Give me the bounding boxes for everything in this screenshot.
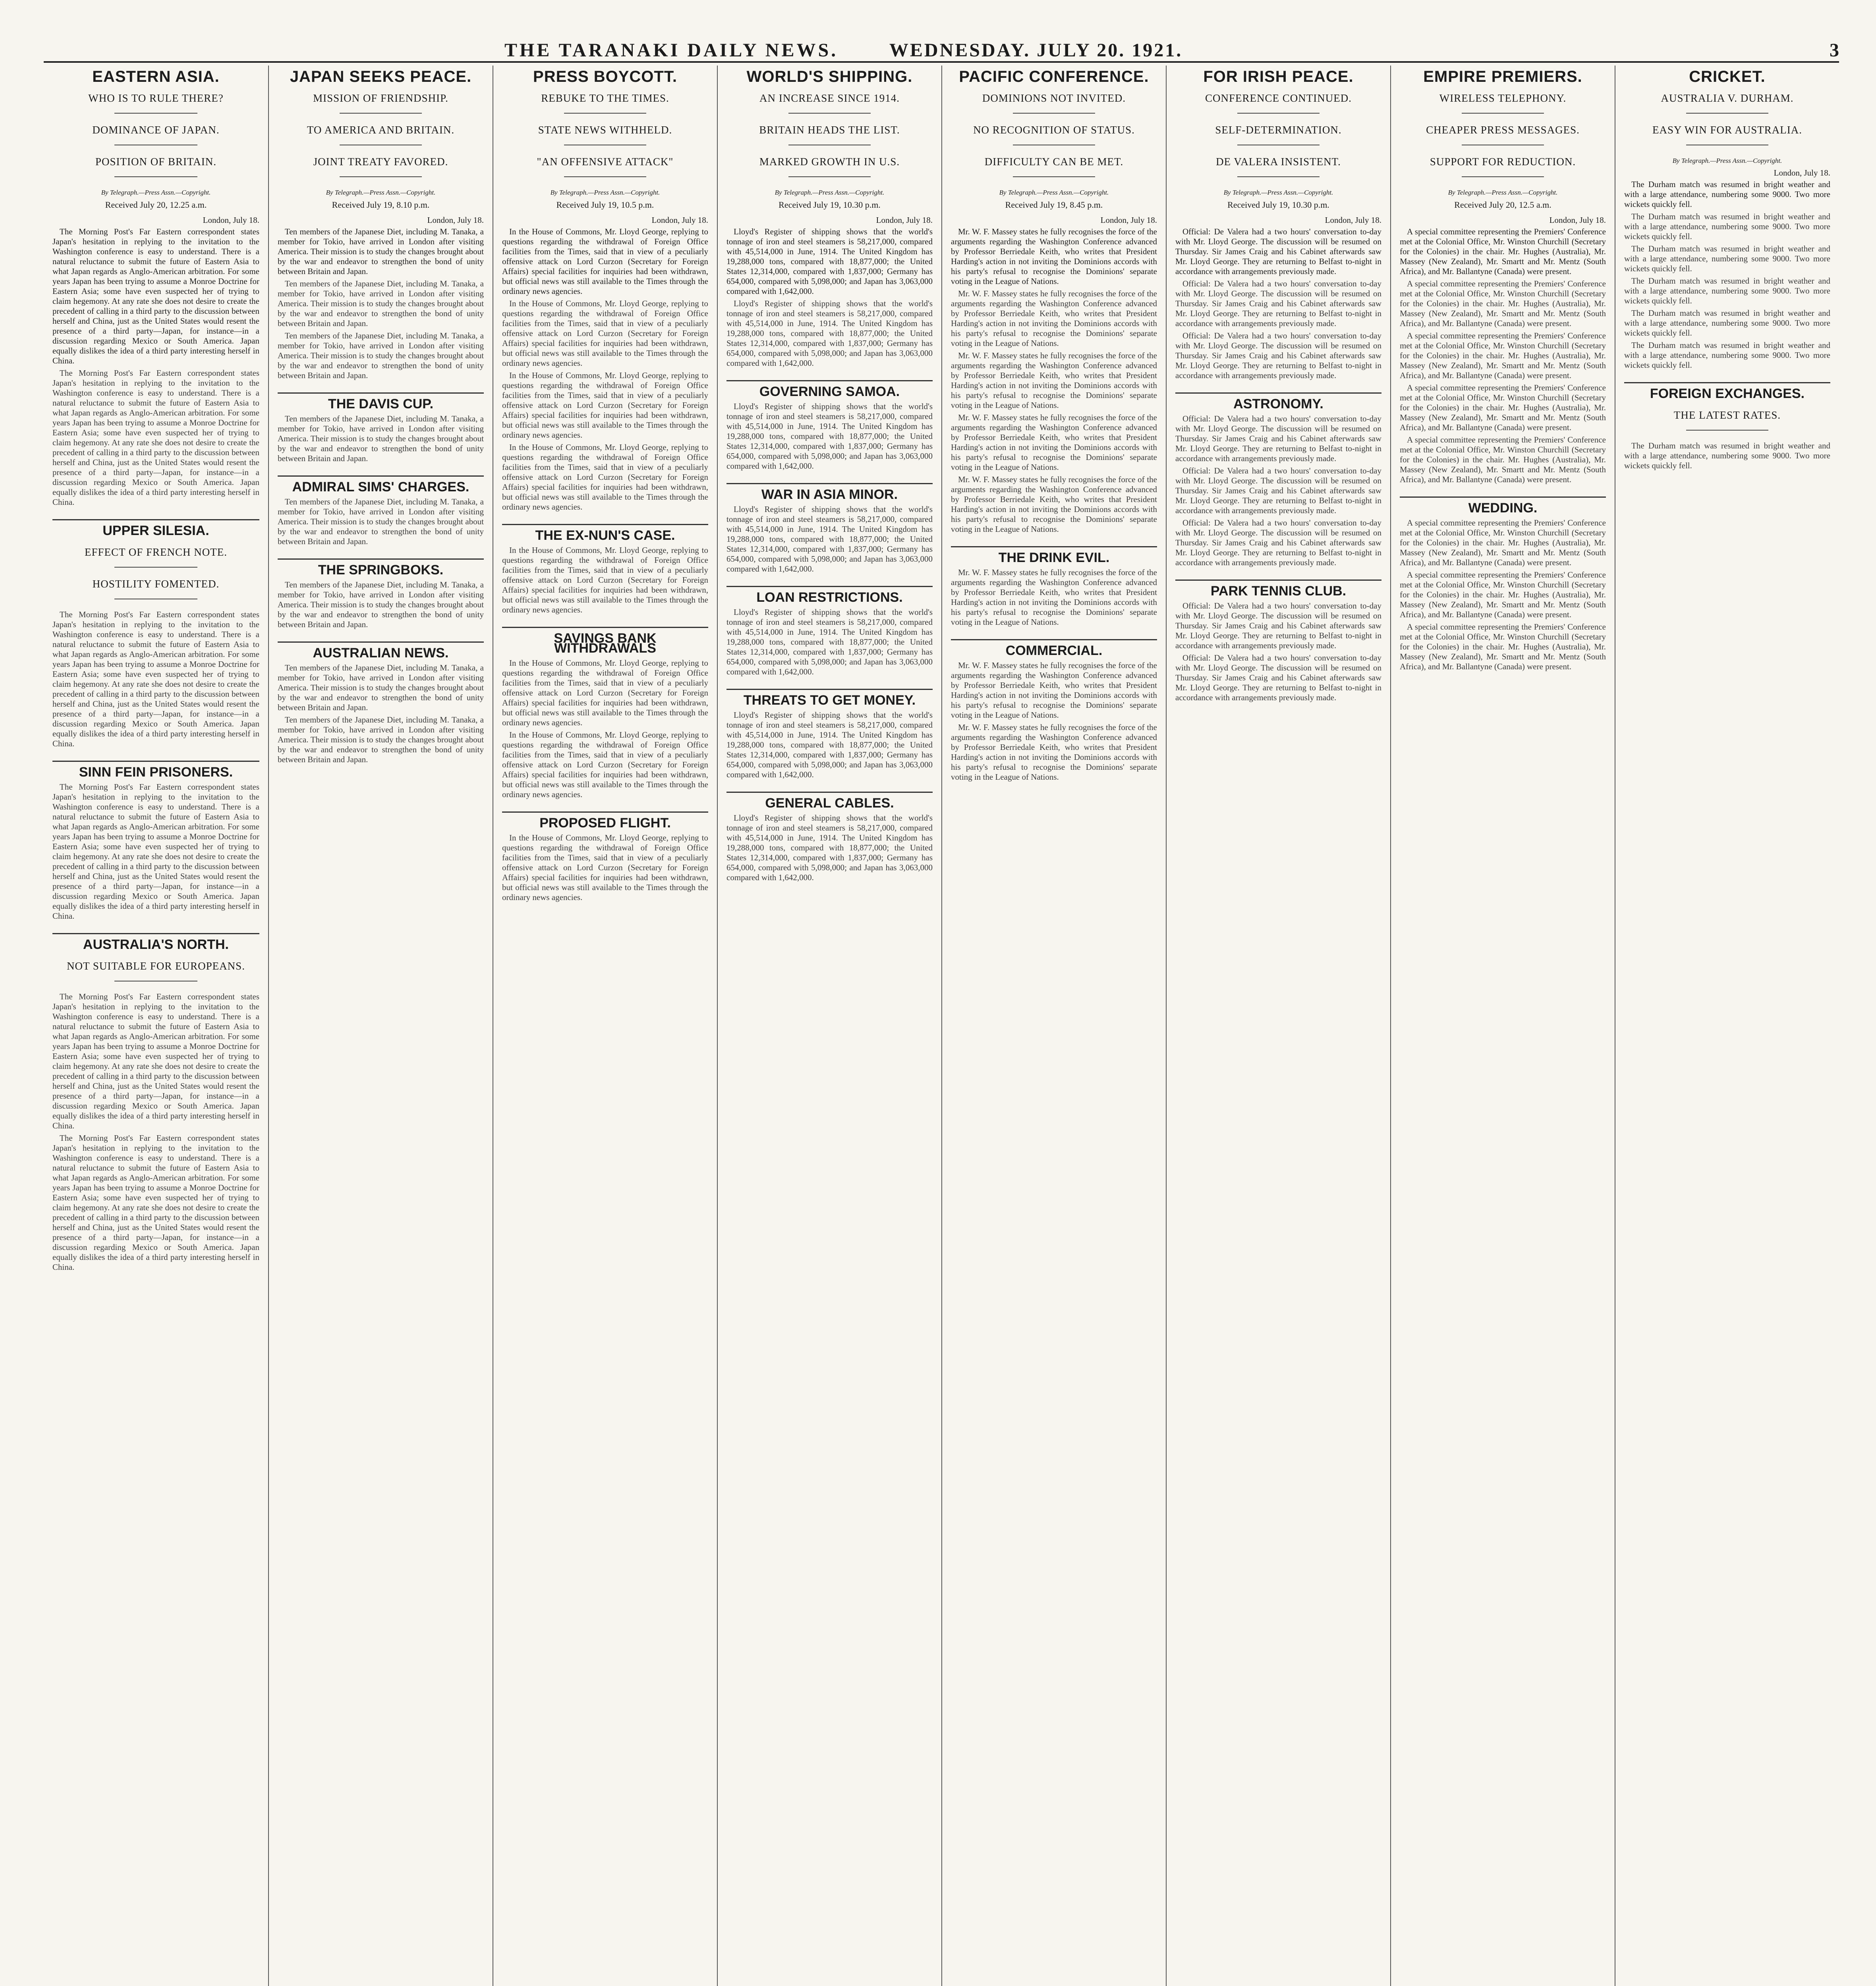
article-body: A special committee representing the Premiers' Conference met at the Colonial Office, Mr. Winston Churchill (Secretary for the Colonies) in the chair. Mr. Hughes (Australia), Mr. Massey (New Zealand), Mr. Smartt and Mr. Mentz (South Africa), and Mr. Ballantyne (Canada) were present. (1400, 518, 1606, 567)
article-body: Mr. W. F. Massey states he fully recognises the force of the arguments regarding the Washington Conference advanced by Professor Berriedale Keith, who writes that President Harding's action in not inviting the Dominions accords with his party's refusal to recognise the Dominions' separate voting in the League of Nations. (951, 289, 1157, 348)
headline: LOAN RESTRICTIONS. (726, 586, 933, 603)
headline: GOVERNING SAMOA. (726, 380, 933, 397)
headline: THE DAVIS CUP. (278, 392, 484, 409)
press-credit: By Telegraph.—Press Assn.—Copyright. (1448, 189, 1558, 196)
subheading: AUSTRALIA V. DURHAM. (1624, 92, 1830, 114)
subheading: BRITAIN HEADS THE LIST. (726, 124, 933, 145)
column-press-boycott (493, 66, 717, 1986)
column-empire-premiers (1390, 66, 1615, 1986)
article-body: A special committee representing the Premiers' Conference met at the Colonial Office, Mr. Winston Churchill (Secretary for the Colonies) in the chair. Mr. Hughes (Australia), Mr. Massey (New Zealand), Mr. Smartt and Mr. Mentz (South Africa), and Mr. Ballantyne (Canada) were present. (1400, 622, 1606, 671)
article-body: Ten members of the Japanese Diet, including M. Tanaka, a member for Tokio, have arrived in London after visiting America. Their mission is to study the changes brought about by the war and endeavor to strengthen the bond of unity between Britain and Japan. (278, 331, 484, 380)
subheading: CHEAPER PRESS MESSAGES. (1400, 124, 1606, 145)
subheading: DIFFICULTY CAN BE MET. (951, 156, 1157, 177)
article-body: Mr. W. F. Massey states he fully recognises the force of the arguments regarding the Washington Conference advanced by Professor Berriedale Keith, who writes that President Harding's action in not inviting the Dominions accords with his party's refusal to recognise the Dominions' separate voting in the League of Nations. (951, 227, 1157, 286)
article-body: The Durham match was resumed in bright weather and with a large attendance, numbering some 9000. Two more wickets quickly fell. (1624, 276, 1830, 305)
article-body: Official: De Valera had a two hours' conversation to-day with Mr. Lloyd George. The discussion will be resumed on Thursday. Sir James Craig and his Cabinet afterwards saw Mr. Lloyd George. They are returning to Belfast to-night in accordance with arrangements previously made. (1175, 331, 1381, 380)
subheading: EFFECT OF FRENCH NOTE. (52, 546, 259, 568)
headline: EASTERN ASIA. (92, 68, 220, 85)
article-body: Ten members of the Japanese Diet, including M. Tanaka, a member for Tokio, have arrived in London after visiting America. Their mission is to study the changes brought about by the war and endeavor to strengthen the bond of unity between Britain and Japan. (278, 414, 484, 463)
article-body: Lloyd's Register of shipping shows that the world's tonnage of iron and steel steamers is 58,217,000, compared with 45,514,000 in June, 1914. The United Kingdom has 19,288,000 tons, compared with 18,877,000; the United States 12,314,000, compared with 1,837,000; Germany has 654,000, compared with 5,098,000; and Japan has 3,063,000 compared with 1,642,000. (726, 402, 933, 471)
page-columns (44, 66, 1839, 1986)
article-body: In the House of Commons, Mr. Lloyd George, replying to questions regarding the withdrawal of Foreign Office facilities from the Times, said that in view of a peculiarly offensive attack on Lord Curzon (Secretary for Foreign Affairs) special facilities for inquiries had been withdrawn, but official news was still available to the Times through the ordinary news agencies. (502, 442, 708, 512)
article-body: Ten members of the Japanese Diet, including M. Tanaka, a member for Tokio, have arrived in London after visiting America. Their mission is to study the changes brought about by the war and endeavor to strengthen the bond of unity between Britain and Japan. (278, 279, 484, 328)
received-line: Received July 19, 8.45 p.m. (1005, 200, 1103, 210)
article-body: Official: De Valera had a two hours' conversation to-day with Mr. Lloyd George. The discussion will be resumed on Thursday. Sir James Craig and his Cabinet afterwards saw Mr. Lloyd George. They are returning to Belfast to-night in accordance with arrangements previously made. (1175, 653, 1381, 702)
headline: FOREIGN EXCHANGES. (1624, 382, 1830, 399)
article-body: The Durham match was resumed in bright weather and with a large attendance, numbering some 9000. Two more wickets quickly fell. (1624, 180, 1830, 209)
article-body: In the House of Commons, Mr. Lloyd George, replying to questions regarding the withdrawal of Foreign Office facilities from the Times, said that in view of a peculiarly offensive attack on Lord Curzon (Secretary for Foreign Affairs) special facilities for inquiries had been withdrawn, but official news was still available to the Times through the ordinary news agencies. (502, 227, 708, 296)
received-line: Received July 19, 10.30 p.m. (779, 200, 881, 210)
column-worlds-shipping (717, 66, 941, 1986)
article-body: Lloyd's Register of shipping shows that the world's tonnage of iron and steel steamers is 58,217,000, compared with 45,514,000 in June, 1914. The United Kingdom has 19,288,000 tons, compared with 18,877,000; the United States 12,314,000, compared with 1,837,000; Germany has 654,000, compared with 5,098,000; and Japan has 3,063,000 compared with 1,642,000. (726, 607, 933, 676)
column-japan-seeks-peace (268, 66, 493, 1986)
column-eastern-asia (44, 66, 268, 1986)
subheading: THE LATEST RATES. (1624, 409, 1830, 431)
headline: SINN FEIN PRISONERS. (52, 761, 259, 777)
article-body: A special committee representing the Premiers' Conference met at the Colonial Office, Mr. Winston Churchill (Secretary for the Colonies) in the chair. Mr. Hughes (Australia), Mr. Massey (New Zealand), Mr. Smartt and Mr. Mentz (South Africa), and Mr. Ballantyne (Canada) were present. (1400, 227, 1606, 276)
article-body: Lloyd's Register of shipping shows that the world's tonnage of iron and steel steamers is 58,217,000, compared with 45,514,000 in June, 1914. The United Kingdom has 19,288,000 tons, compared with 18,877,000; the United States 12,314,000, compared with 1,837,000; Germany has 654,000, compared with 5,098,000; and Japan has 3,063,000 compared with 1,642,000. (726, 227, 933, 296)
article-body: In the House of Commons, Mr. Lloyd George, replying to questions regarding the withdrawal of Foreign Office facilities from the Times, said that in view of a peculiarly offensive attack on Lord Curzon (Secretary for Foreign Affairs) special facilities for inquiries had been withdrawn, but official news was still available to the Times through the ordinary news agencies. (502, 371, 708, 440)
press-credit: By Telegraph.—Press Assn.—Copyright. (326, 189, 436, 196)
column-irish-peace (1166, 66, 1390, 1986)
subheading: EASY WIN FOR AUSTRALIA. (1624, 124, 1830, 145)
article-body: Lloyd's Register of shipping shows that the world's tonnage of iron and steel steamers is 58,217,000, compared with 45,514,000 in June, 1914. The United Kingdom has 19,288,000 tons, compared with 18,877,000; the United States 12,314,000, compared with 1,837,000; Germany has 654,000, compared with 5,098,000; and Japan has 3,063,000 compared with 1,642,000. (726, 813, 933, 882)
headline: THE SPRINGBOKS. (278, 558, 484, 575)
subheading: MISSION OF FRIENDSHIP. (278, 92, 484, 114)
received-line: Received July 19, 10.30 p.m. (1227, 200, 1329, 210)
masthead (44, 38, 1839, 63)
received-line: Received July 20, 12.25 a.m. (105, 200, 207, 210)
headline: ADMIRAL SIMS' CHARGES. (278, 475, 484, 492)
article-body: The Durham match was resumed in bright weather and with a large attendance, numbering some 9000. Two more wickets quickly fell. (1624, 340, 1830, 370)
article-body: Mr. W. F. Massey states he fully recognises the force of the arguments regarding the Washington Conference advanced by Professor Berriedale Keith, who writes that President Harding's action in not inviting the Dominions accords with his party's refusal to recognise the Dominions' separate voting in the League of Nations. (951, 568, 1157, 627)
article-body: A special committee representing the Premiers' Conference met at the Colonial Office, Mr. Winston Churchill (Secretary for the Colonies) in the chair. Mr. Hughes (Australia), Mr. Massey (New Zealand), Mr. Smartt and Mr. Mentz (South Africa), and Mr. Ballantyne (Canada) were present. (1400, 570, 1606, 619)
headline: FOR IRISH PEACE. (1203, 68, 1354, 85)
dateline: London, July 18. (651, 215, 708, 225)
article-body: In the House of Commons, Mr. Lloyd George, replying to questions regarding the withdrawal of Foreign Office facilities from the Times, said that in view of a peculiarly offensive attack on Lord Curzon (Secretary for Foreign Affairs) special facilities for inquiries had been withdrawn, but official news was still available to the Times through the ordinary news agencies. (502, 299, 708, 368)
press-credit: By Telegraph.—Press Assn.—Copyright. (550, 189, 660, 196)
article-body: The Morning Post's Far Eastern correspondent states Japan's hesitation in replying to the invitation to the Washington conference is easy to understand. There is a natural reluctance to submit the future of Eastern Asia to what Japan regards as Anglo-American arbitration. For some years Japan has been trying to assume a Monroe Doctrine for Eastern Asia; some have even suspected her of trying to claim hegemony. At any rate she does not desire to create the precedent of calling in a third party to the discussion between herself and China, just as the United States would resent the presence of a third party—Japan, for instance—in a discussion regarding Mexico or South America. Japan equally dislikes the idea of a third party interesting herself in China. (52, 368, 259, 507)
headline: GENERAL CABLES. (726, 792, 933, 808)
article-body: Lloyd's Register of shipping shows that the world's tonnage of iron and steel steamers is 58,217,000, compared with 45,514,000 in June, 1914. The United Kingdom has 19,288,000 tons, compared with 18,877,000; the United States 12,314,000, compared with 1,837,000; Germany has 654,000, compared with 5,098,000; and Japan has 3,063,000 compared with 1,642,000. (726, 710, 933, 779)
dateline: London, July 18. (876, 215, 933, 225)
article-body: The Morning Post's Far Eastern correspondent states Japan's hesitation in replying to the invitation to the Washington conference is easy to understand. There is a natural reluctance to submit the future of Eastern Asia to what Japan regards as Anglo-American arbitration. For some years Japan has been trying to assume a Monroe Doctrine for Eastern Asia; some have even suspected her of trying to claim hegemony. At any rate she does not desire to create the precedent of calling in a third party to the discussion between herself and China, just as the United States would resent the presence of a third party—Japan, for instance—in a discussion regarding Mexico or South America. Japan equally dislikes the idea of a third party interesting herself in China. (52, 227, 259, 365)
dateline: London, July 18. (1100, 215, 1157, 225)
press-credit: By Telegraph.—Press Assn.—Copyright. (1672, 157, 1782, 164)
article-body: A special committee representing the Premiers' Conference met at the Colonial Office, Mr. Winston Churchill (Secretary for the Colonies) in the chair. Mr. Hughes (Australia), Mr. Massey (New Zealand), Mr. Smartt and Mr. Mentz (South Africa), and Mr. Ballantyne (Canada) were present. (1400, 435, 1606, 484)
received-line: Received July 19, 8.10 p.m. (332, 200, 430, 210)
subheading: JOINT TREATY FAVORED. (278, 156, 484, 177)
subheading: WIRELESS TELEPHONY. (1400, 92, 1606, 114)
article-body: Official: De Valera had a two hours' conversation to-day with Mr. Lloyd George. The discussion will be resumed on Thursday. Sir James Craig and his Cabinet afterwards saw Mr. Lloyd George. They are returning to Belfast to-night in accordance with arrangements previously made. (1175, 414, 1381, 463)
subheading: MARKED GROWTH IN U.S. (726, 156, 933, 177)
headline: EMPIRE PREMIERS. (1423, 68, 1582, 85)
subheading: DE VALERA INSISTENT. (1175, 156, 1381, 177)
article-body: A special committee representing the Premiers' Conference met at the Colonial Office, Mr. Winston Churchill (Secretary for the Colonies) in the chair. Mr. Hughes (Australia), Mr. Massey (New Zealand), Mr. Smartt and Mr. Mentz (South Africa), and Mr. Ballantyne (Canada) were present. (1400, 331, 1606, 380)
press-credit: By Telegraph.—Press Assn.—Copyright. (101, 189, 211, 196)
article-body: The Durham match was resumed in bright weather and with a large attendance, numbering some 9000. Two more wickets quickly fell. (1624, 212, 1830, 241)
subheading: "AN OFFENSIVE ATTACK" (502, 156, 708, 177)
subheading: DOMINIONS NOT INVITED. (951, 92, 1157, 114)
dateline: London, July 18. (203, 215, 259, 225)
column-pacific-conference (941, 66, 1166, 1986)
press-credit: By Telegraph.—Press Assn.—Copyright. (999, 189, 1109, 196)
subheading: SUPPORT FOR REDUCTION. (1400, 156, 1606, 177)
article-body: Official: De Valera had a two hours' conversation to-day with Mr. Lloyd George. The discussion will be resumed on Thursday. Sir James Craig and his Cabinet afterwards saw Mr. Lloyd George. They are returning to Belfast to-night in accordance with arrangements previously made. (1175, 518, 1381, 567)
subheading: CONFERENCE CONTINUED. (1175, 92, 1381, 114)
article-body: In the House of Commons, Mr. Lloyd George, replying to questions regarding the withdrawal of Foreign Office facilities from the Times, said that in view of a peculiarly offensive attack on Lord Curzon (Secretary for Foreign Affairs) special facilities for inquiries had been withdrawn, but official news was still available to the Times through the ordinary news agencies. (502, 658, 708, 727)
article-body: Ten members of the Japanese Diet, including M. Tanaka, a member for Tokio, have arrived in London after visiting America. Their mission is to study the changes brought about by the war and endeavor to strengthen the bond of unity between Britain and Japan. (278, 715, 484, 764)
article-body: Mr. W. F. Massey states he fully recognises the force of the arguments regarding the Washington Conference advanced by Professor Berriedale Keith, who writes that President Harding's action in not inviting the Dominions accords with his party's refusal to recognise the Dominions' separate voting in the League of Nations. (951, 351, 1157, 410)
dateline: London, July 18. (427, 215, 484, 225)
article-body: Official: De Valera had a two hours' conversation to-day with Mr. Lloyd George. The discussion will be resumed on Thursday. Sir James Craig and his Cabinet afterwards saw Mr. Lloyd George. They are returning to Belfast to-night in accordance with arrangements previously made. (1175, 227, 1381, 276)
dateline: London, July 18. (1325, 215, 1381, 225)
headline: COMMERCIAL. (951, 639, 1157, 656)
article-body: Official: De Valera had a two hours' conversation to-day with Mr. Lloyd George. The discussion will be resumed on Thursday. Sir James Craig and his Cabinet afterwards saw Mr. Lloyd George. They are returning to Belfast to-night in accordance with arrangements previously made. (1175, 601, 1381, 650)
article-body: In the House of Commons, Mr. Lloyd George, replying to questions regarding the withdrawal of Foreign Office facilities from the Times, said that in view of a peculiarly offensive attack on Lord Curzon (Secretary for Foreign Affairs) special facilities for inquiries had been withdrawn, but official news was still available to the Times through the ordinary news agencies. (502, 730, 708, 799)
headline: CRICKET. (1689, 68, 1766, 85)
headline: PROPOSED FLIGHT. (502, 811, 708, 828)
headline: WEDDING. (1400, 496, 1606, 513)
headline: SAVINGS BANK WITHDRAWALS (502, 627, 708, 653)
article-body: Mr. W. F. Massey states he fully recognises the force of the arguments regarding the Washington Conference advanced by Professor Berriedale Keith, who writes that President Harding's action in not inviting the Dominions accords with his party's refusal to recognise the Dominions' separate voting in the League of Nations. (951, 661, 1157, 720)
subheading: WHO IS TO RULE THERE? (52, 92, 259, 114)
article-body: The Durham match was resumed in bright weather and with a large attendance, numbering some 9000. Two more wickets quickly fell. (1624, 308, 1830, 338)
article-body: Ten members of the Japanese Diet, including M. Tanaka, a member for Tokio, have arrived in London after visiting America. Their mission is to study the changes brought about by the war and endeavor to strengthen the bond of unity between Britain and Japan. (278, 663, 484, 712)
headline: WORLD'S SHIPPING. (746, 68, 913, 85)
headline: THE EX-NUN'S CASE. (502, 524, 708, 541)
subheading: STATE NEWS WITHHELD. (502, 124, 708, 145)
newspaper-title: THE TARANAKI DAILY NEWS. (504, 40, 839, 61)
subheading: SELF-DETERMINATION. (1175, 124, 1381, 145)
article-body: Lloyd's Register of shipping shows that the world's tonnage of iron and steel steamers is 58,217,000, compared with 45,514,000 in June, 1914. The United Kingdom has 19,288,000 tons, compared with 18,877,000; the United States 12,314,000, compared with 1,837,000; Germany has 654,000, compared with 5,098,000; and Japan has 3,063,000 compared with 1,642,000. (726, 299, 933, 368)
article-body: Ten members of the Japanese Diet, including M. Tanaka, a member for Tokio, have arrived in London after visiting America. Their mission is to study the changes brought about by the war and endeavor to strengthen the bond of unity between Britain and Japan. (278, 497, 484, 546)
headline: UPPER SILESIA. (52, 519, 259, 536)
dateline: London, July 18. (1549, 215, 1606, 225)
article-body: Mr. W. F. Massey states he fully recognises the force of the arguments regarding the Washington Conference advanced by Professor Berriedale Keith, who writes that President Harding's action in not inviting the Dominions accords with his party's refusal to recognise the Dominions' separate voting in the League of Nations. (951, 413, 1157, 472)
headline: AUSTRALIAN NEWS. (278, 641, 484, 658)
headline: THE DRINK EVIL. (951, 546, 1157, 563)
subheading: NO RECOGNITION OF STATUS. (951, 124, 1157, 145)
received-line: Received July 20, 12.5 a.m. (1454, 200, 1551, 210)
subheading: REBUKE TO THE TIMES. (502, 92, 708, 114)
article-body: In the House of Commons, Mr. Lloyd George, replying to questions regarding the withdrawal of Foreign Office facilities from the Times, said that in view of a peculiarly offensive attack on Lord Curzon (Secretary for Foreign Affairs) special facilities for inquiries had been withdrawn, but official news was still available to the Times through the ordinary news agencies. (502, 833, 708, 902)
press-credit: By Telegraph.—Press Assn.—Copyright. (1223, 189, 1333, 196)
headline: THREATS TO GET MONEY. (726, 689, 933, 705)
article-body: The Morning Post's Far Eastern correspondent states Japan's hesitation in replying to the invitation to the Washington conference is easy to understand. There is a natural reluctance to submit the future of Eastern Asia to what Japan regards as Anglo-American arbitration. For some years Japan has been trying to assume a Monroe Doctrine for Eastern Asia; some have even suspected her of trying to claim hegemony. At any rate she does not desire to create the precedent of calling in a third party to the discussion between herself and China, just as the United States would resent the presence of a third party—Japan, for instance—in a discussion regarding Mexico or South America. Japan equally dislikes the idea of a third party interesting herself in China. (52, 1133, 259, 1272)
article-body: Mr. W. F. Massey states he fully recognises the force of the arguments regarding the Washington Conference advanced by Professor Berriedale Keith, who writes that President Harding's action in not inviting the Dominions accords with his party's refusal to recognise the Dominions' separate voting in the League of Nations. (951, 475, 1157, 534)
article-body: The Durham match was resumed in bright weather and with a large attendance, numbering some 9000. Two more wickets quickly fell. (1624, 441, 1830, 470)
article-body: Mr. W. F. Massey states he fully recognises the force of the arguments regarding the Washington Conference advanced by Professor Berriedale Keith, who writes that President Harding's action in not inviting the Dominions accords with his party's refusal to recognise the Dominions' separate voting in the League of Nations. (951, 723, 1157, 782)
column-cricket (1615, 66, 1839, 1986)
headline: ASTRONOMY. (1175, 392, 1381, 409)
masthead-date: WEDNESDAY. JULY 20. 1921. (889, 40, 1183, 61)
headline: JAPAN SEEKS PEACE. (290, 68, 472, 85)
article-body: Ten members of the Japanese Diet, including M. Tanaka, a member for Tokio, have arrived in London after visiting America. Their mission is to study the changes brought about by the war and endeavor to strengthen the bond of unity between Britain and Japan. (278, 227, 484, 276)
article-body: Official: De Valera had a two hours' conversation to-day with Mr. Lloyd George. The discussion will be resumed on Thursday. Sir James Craig and his Cabinet afterwards saw Mr. Lloyd George. They are returning to Belfast to-night in accordance with arrangements previously made. (1175, 466, 1381, 515)
article-body: Official: De Valera had a two hours' conversation to-day with Mr. Lloyd George. The discussion will be resumed on Thursday. Sir James Craig and his Cabinet afterwards saw Mr. Lloyd George. They are returning to Belfast to-night in accordance with arrangements previously made. (1175, 279, 1381, 328)
subheading: HOSTILITY FOMENTED. (52, 578, 259, 599)
article-body: In the House of Commons, Mr. Lloyd George, replying to questions regarding the withdrawal of Foreign Office facilities from the Times, said that in view of a peculiarly offensive attack on Lord Curzon (Secretary for Foreign Affairs) special facilities for inquiries had been withdrawn, but official news was still available to the Times through the ordinary news agencies. (502, 545, 708, 614)
page-number: 3 (1830, 40, 1839, 61)
article-body: Lloyd's Register of shipping shows that the world's tonnage of iron and steel steamers is 58,217,000, compared with 45,514,000 in June, 1914. The United Kingdom has 19,288,000 tons, compared with 18,877,000; the United States 12,314,000, compared with 1,837,000; Germany has 654,000, compared with 5,098,000; and Japan has 3,063,000 compared with 1,642,000. (726, 504, 933, 574)
subheading: NOT SUITABLE FOR EUROPEANS. (52, 960, 259, 981)
headline: WAR IN ASIA MINOR. (726, 483, 933, 500)
subheading: AN INCREASE SINCE 1914. (726, 92, 933, 114)
headline: PACIFIC CONFERENCE. (959, 68, 1149, 85)
article-body: The Morning Post's Far Eastern correspondent states Japan's hesitation in replying to the invitation to the Washington conference is easy to understand. There is a natural reluctance to submit the future of Eastern Asia to what Japan regards as Anglo-American arbitration. For some years Japan has been trying to assume a Monroe Doctrine for Eastern Asia; some have even suspected her of trying to claim hegemony. At any rate she does not desire to create the precedent of calling in a third party to the discussion between herself and China, just as the United States would resent the presence of a third party—Japan, for instance—in a discussion regarding Mexico or South America. Japan equally dislikes the idea of a third party interesting herself in China. (52, 782, 259, 921)
article-body: The Morning Post's Far Eastern correspondent states Japan's hesitation in replying to the invitation to the Washington conference is easy to understand. There is a natural reluctance to submit the future of Eastern Asia to what Japan regards as Anglo-American arbitration. For some years Japan has been trying to assume a Monroe Doctrine for Eastern Asia; some have even suspected her of trying to claim hegemony. At any rate she does not desire to create the precedent of calling in a third party to the discussion between herself and China, just as the United States would resent the presence of a third party—Japan, for instance—in a discussion regarding Mexico or South America. Japan equally dislikes the idea of a third party interesting herself in China. (52, 992, 259, 1130)
subheading: TO AMERICA AND BRITAIN. (278, 124, 484, 145)
article-body: A special committee representing the Premiers' Conference met at the Colonial Office, Mr. Winston Churchill (Secretary for the Colonies) in the chair. Mr. Hughes (Australia), Mr. Massey (New Zealand), Mr. Smartt and Mr. Mentz (South Africa), and Mr. Ballantyne (Canada) were present. (1400, 279, 1606, 328)
article-body: The Morning Post's Far Eastern correspondent states Japan's hesitation in replying to the invitation to the Washington conference is easy to understand. There is a natural reluctance to submit the future of Eastern Asia to what Japan regards as Anglo-American arbitration. For some years Japan has been trying to assume a Monroe Doctrine for Eastern Asia; some have even suspected her of trying to claim hegemony. At any rate she does not desire to create the precedent of calling in a third party to the discussion between herself and China, just as the United States would resent the presence of a third party—Japan, for instance—in a discussion regarding Mexico or South America. Japan equally dislikes the idea of a third party interesting herself in China. (52, 610, 259, 748)
article-body: The Durham match was resumed in bright weather and with a large attendance, numbering some 9000. Two more wickets quickly fell. (1624, 244, 1830, 273)
headline: PRESS BOYCOTT. (533, 68, 677, 85)
received-line: Received July 19, 10.5 p.m. (556, 200, 654, 210)
headline: PARK TENNIS CLUB. (1175, 580, 1381, 596)
dateline: London, July 18. (1774, 168, 1830, 178)
subheading: DOMINANCE OF JAPAN. (52, 124, 259, 145)
press-credit: By Telegraph.—Press Assn.—Copyright. (775, 189, 885, 196)
article-body: Ten members of the Japanese Diet, including M. Tanaka, a member for Tokio, have arrived in London after visiting America. Their mission is to study the changes brought about by the war and endeavor to strengthen the bond of unity between Britain and Japan. (278, 580, 484, 629)
article-body: A special committee representing the Premiers' Conference met at the Colonial Office, Mr. Winston Churchill (Secretary for the Colonies) in the chair. Mr. Hughes (Australia), Mr. Massey (New Zealand), Mr. Smartt and Mr. Mentz (South Africa), and Mr. Ballantyne (Canada) were present. (1400, 383, 1606, 432)
headline: AUSTRALIA'S NORTH. (52, 933, 259, 950)
subheading: POSITION OF BRITAIN. (52, 156, 259, 177)
